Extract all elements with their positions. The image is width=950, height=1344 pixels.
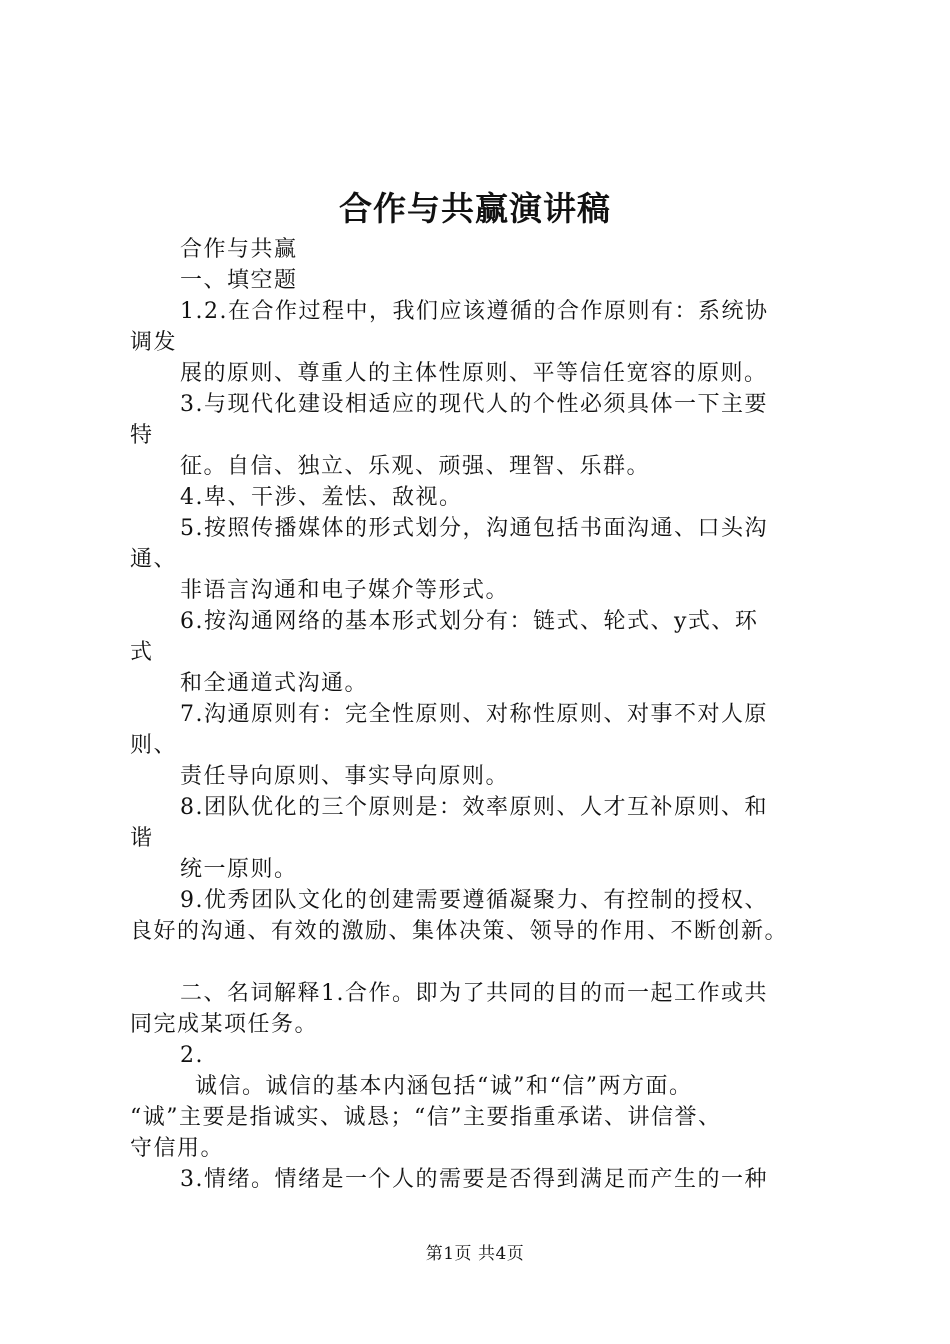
text-line: 式 [130,640,154,665]
text-line: 守信用。 [130,1136,225,1161]
text-line: “诚”主要是指诚实、诚恳；“信”主要指重承诺、讲信誉、 [130,1105,722,1130]
text-line: 1.2.在合作过程中，我们应该遵循的合作原则有：系统协 [180,299,769,324]
text-line: 统一原则。 [180,857,298,882]
text-line: 征。自信、独立、乐观、顽强、理智、乐群。 [180,454,651,479]
text-line: 非语言沟通和电子媒介等形式。 [180,578,510,603]
text-line: 7.沟通原则有：完全性原则、对称性原则、对事不对人原 [180,702,768,727]
text-line: 一、填空题 [180,268,298,293]
text-line: 5.按照传播媒体的形式划分，沟通包括书面沟通、口头沟 [180,516,768,541]
text-line: 4.卑、干涉、羞怯、敌视。 [180,485,463,510]
text-line: 展的原则、尊重人的主体性原则、平等信任宽容的原则。 [180,361,768,386]
text-line: 诚信。诚信的基本内涵包括“诚”和“信”两方面。 [195,1074,693,1099]
text-line: 同完成某项任务。 [130,1012,319,1037]
paragraph-gap [130,947,830,978]
text-line: 责任导向原则、事实导向原则。 [180,764,510,789]
text-line: 9.优秀团队文化的创建需要遵循凝聚力、有控制的授权、 [180,888,768,913]
text-line: 2. [180,1043,204,1068]
text-line: 特 [130,423,154,448]
text-line: 通、 [130,547,178,572]
text-line: 和全通道式沟通。 [180,671,369,696]
text-line: 3.与现代化建设相适应的现代人的个性必须具体一下主要 [180,392,768,417]
text-line: 则、 [130,733,178,758]
text-line: 3.情绪。情绪是一个人的需要是否得到满足而产生的一种 [180,1167,768,1192]
document-body [130,234,830,1195]
page-footer: 第1页 共4页 [425,1244,525,1264]
document-title: 合作与共赢演讲稿 [339,189,611,228]
text-line: 8.团队优化的三个原则是：效率原则、人才互补原则、和 [180,795,768,820]
text-line: 调发 [130,330,178,355]
text-line: 二、名词解释1.合作。即为了共同的目的而一起工作或共 [180,981,768,1006]
text-line: 6.按沟通网络的基本形式划分有：链式、轮式、y式、环 [180,609,759,634]
text-line: 谐 [130,826,154,851]
text-line: 良好的沟通、有效的激励、集体决策、领导的作用、不断创新。 [130,919,789,944]
text-line: 合作与共赢 [180,237,298,262]
